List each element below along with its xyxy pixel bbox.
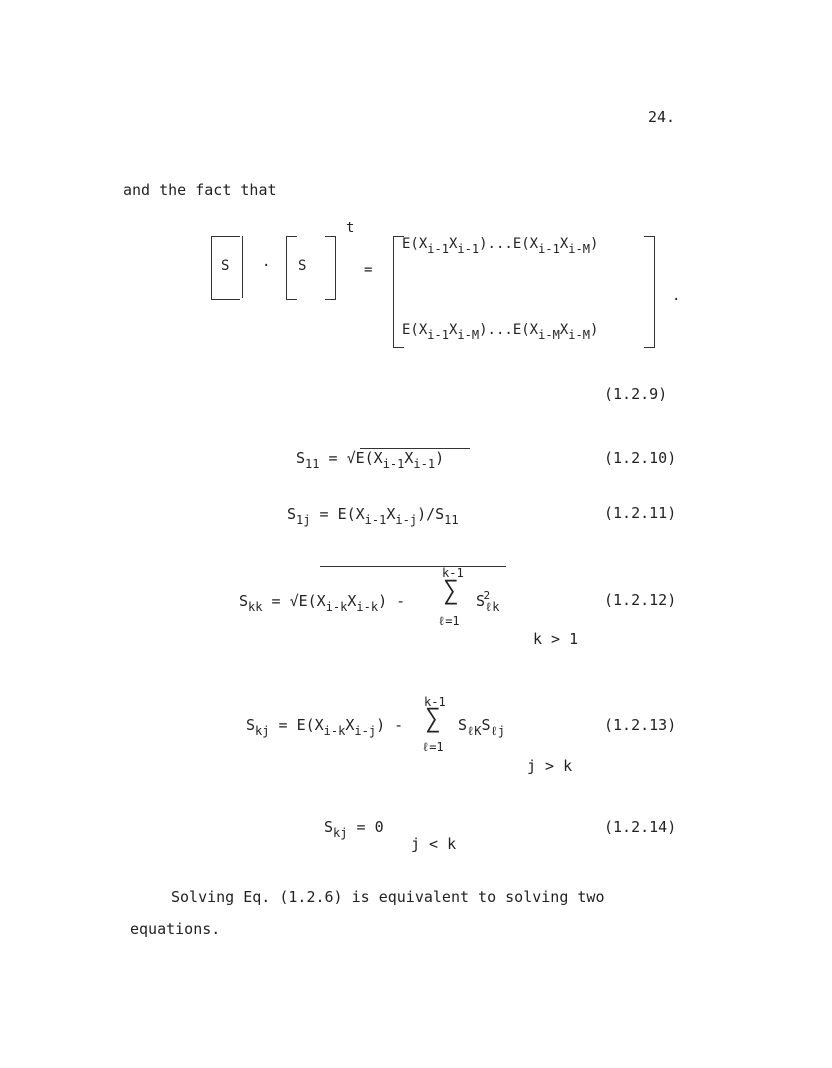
- sum-upper-13: k-1: [424, 695, 446, 709]
- transpose-mark: t: [346, 220, 355, 236]
- matrix-row-1: E(Xi-1Xi-1)...E(Xi-1Xi-M): [402, 236, 599, 256]
- s-symbol-2: S: [298, 258, 307, 274]
- equation-1-2-11: $S_{1j} = E(X_{i-1}X_{i-j})/S_{11}$: [287, 505, 459, 527]
- paragraph-line-2: equations.: [130, 920, 221, 938]
- page-number: 24.: [648, 108, 676, 126]
- condition-12: k > 1: [533, 630, 579, 648]
- sqrt-bar-10: [360, 448, 470, 449]
- condition-13: j > k: [527, 757, 573, 775]
- paragraph-line-1: Solving Eq. (1.2.6) is equivalent to solving two: [171, 888, 605, 906]
- sum-term-13: $S_{\ell K}S_{\ell j}$: [458, 716, 505, 738]
- equation-number-1-2-11: (1.2.11): [604, 504, 677, 522]
- left-bracket-2: [286, 236, 297, 300]
- matrix-row-2: E(Xi-1Xi-M)...E(Xi-MXi-M): [402, 322, 599, 342]
- equation-number-1-2-13: (1.2.13): [604, 716, 677, 734]
- intro-text: and the fact that: [123, 181, 277, 199]
- equation-number-1-2-9: (1.2.9): [604, 385, 668, 403]
- sum-lower-13: ℓ=1: [422, 740, 444, 754]
- equation-number-1-2-14: (1.2.14): [604, 818, 677, 836]
- right-bracket-1: [232, 236, 243, 298]
- equation-number-1-2-10: (1.2.10): [604, 449, 677, 467]
- sigma-12: ∑: [443, 576, 459, 606]
- equation-1-2-14: $S_{kj} = 0$: [324, 818, 384, 840]
- equation-1-2-12: $S_{kk} = √E(X_{i-k}X_{i-k})$ -: [239, 592, 406, 614]
- trailing-period: .: [672, 288, 681, 304]
- equation-1-2-10: $S_{11} = √E(X_{i-1}X_{i-1})$: [296, 449, 445, 471]
- sum-lower-12: ℓ=1: [438, 614, 460, 628]
- right-bracket-2: [325, 236, 336, 300]
- matrix-right-bracket: [644, 236, 655, 348]
- sigma-13: ∑: [425, 704, 441, 734]
- equals-sign: =: [364, 262, 373, 278]
- equation-number-1-2-12: (1.2.12): [604, 591, 677, 609]
- dot-operator: ·: [262, 258, 271, 274]
- sum-term-12: $S_{\ell k}^2$: [476, 589, 500, 614]
- condition-14: j < k: [411, 835, 457, 853]
- equation-1-2-13: $S_{kj} = E(X_{i-k}X_{i-j})$ -: [246, 716, 404, 738]
- sum-upper-12: k-1: [442, 566, 464, 580]
- s-symbol-1: S: [221, 258, 230, 274]
- sqrt-bar-12: [320, 566, 506, 567]
